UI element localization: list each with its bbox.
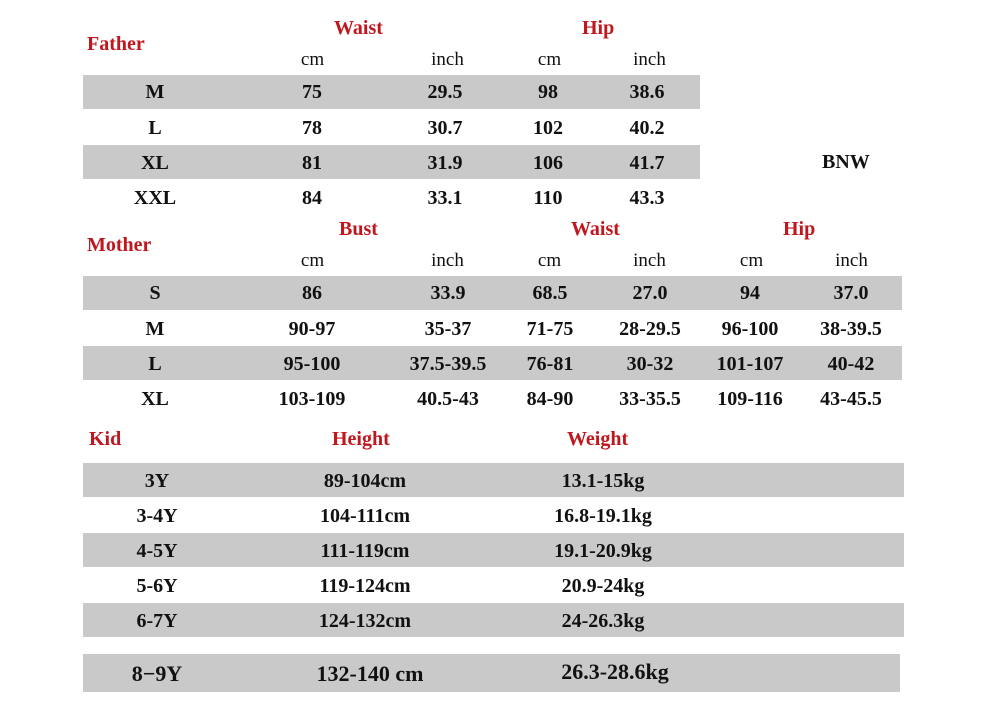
father-waist-cm: 78: [302, 117, 322, 139]
father-waist-inch: 31.9: [427, 152, 463, 174]
father-waist-inch: 30.7: [427, 117, 463, 139]
kid-weight: 20.9-24kg: [561, 575, 645, 597]
father-waist-cm: 84: [302, 187, 322, 209]
father-hip-inch: 40.2: [629, 117, 665, 139]
kid-height: 124-132cm: [318, 610, 412, 632]
father-hip-inch: 38.6: [629, 81, 665, 103]
kid-row-band: [83, 533, 904, 567]
mother-bust-inch: 40.5-43: [417, 388, 479, 410]
mother-waist-inch: 33-35.5: [619, 388, 681, 410]
mother-bust-inch: 35-37: [424, 318, 472, 340]
mother-size: XL: [141, 388, 169, 410]
mother-hip-cm: 101-107: [716, 353, 784, 375]
father-hip-inch: 43.3: [629, 187, 665, 209]
father-hip-header: Hip: [582, 17, 615, 39]
kid-row-band: [83, 654, 900, 692]
mother-hip-cm: 109-116: [717, 388, 783, 410]
brand-note: BNW: [822, 151, 870, 173]
mother-bust-cm: 90-97: [288, 318, 336, 340]
father-size: L: [148, 117, 162, 139]
father-row-band: [83, 145, 700, 179]
mother-bust-cm: 95-100: [283, 353, 341, 375]
kid-weight: 26.3-28.6kg: [561, 659, 669, 684]
mother-hip-header: Hip: [783, 218, 816, 240]
father-waist-inch: 29.5: [427, 81, 463, 103]
mother-waist-cm: 76-81: [526, 353, 574, 375]
father-unit-cm: cm: [537, 49, 562, 70]
kid-size: 4-5Y: [136, 540, 178, 562]
father-waist-cm: 81: [302, 152, 322, 174]
mother-bust-inch: 37.5-39.5: [409, 353, 487, 375]
mother-waist-cm: 68.5: [532, 282, 568, 304]
mother-bust-cm: 103-109: [278, 388, 346, 410]
mother-hip-cm: 94: [740, 282, 760, 304]
mother-hip-inch: 37.0: [833, 282, 869, 304]
mother-label: Mother: [87, 234, 152, 256]
father-hip-cm: 106: [533, 152, 563, 174]
kid-weight: 13.1-15kg: [561, 470, 645, 492]
father-hip-cm: 110: [533, 187, 563, 209]
mother-size: L: [148, 353, 162, 375]
mother-waist-inch: 28-29.5: [619, 318, 681, 340]
kid-weight: 16.8-19.1kg: [554, 505, 652, 527]
mother-hip-inch: 40-42: [827, 353, 875, 375]
kid-height: 111-119cm: [320, 540, 410, 562]
father-unit-inch: inch: [431, 49, 464, 70]
kid-height-header: Height: [332, 428, 390, 450]
father-waist-cm: 75: [302, 81, 322, 103]
mother-waist-cm: 71-75: [526, 318, 574, 340]
kid-size: 8−9Y: [131, 661, 183, 686]
kid-height: 119-124cm: [319, 575, 411, 597]
mother-waist-inch: 30-32: [626, 353, 674, 375]
father-size: XXL: [133, 187, 177, 209]
kid-size: 3-4Y: [136, 505, 178, 527]
father-waist-header: Waist: [334, 17, 383, 39]
kid-size: 5-6Y: [136, 575, 178, 597]
father-row-band: [83, 75, 700, 109]
father-hip-cm: 102: [533, 117, 563, 139]
father-unit-cm: cm: [300, 49, 325, 70]
mother-waist-cm: 84-90: [526, 388, 574, 410]
mother-row-band: [83, 276, 902, 310]
kid-row-band: [83, 463, 904, 497]
father-size: M: [145, 81, 165, 103]
mother-size: S: [149, 282, 161, 304]
mother-unit-inch: inch: [633, 250, 666, 271]
mother-bust-cm: 86: [302, 282, 322, 304]
kid-size: 3Y: [144, 470, 170, 492]
kid-height: 104-111cm: [320, 505, 410, 527]
kid-weight: 19.1-20.9kg: [554, 540, 652, 562]
mother-size: M: [145, 318, 165, 340]
father-hip-cm: 98: [538, 81, 558, 103]
mother-unit-inch: inch: [431, 250, 464, 271]
kid-size: 6-7Y: [136, 610, 178, 632]
kid-weight-header: Weight: [567, 428, 629, 450]
mother-unit-cm: cm: [300, 250, 325, 271]
kid-label: Kid: [89, 428, 122, 450]
mother-unit-cm: cm: [537, 250, 562, 271]
kid-weight: 24-26.3kg: [561, 610, 645, 632]
father-waist-inch: 33.1: [427, 187, 463, 209]
kid-height: 89-104cm: [323, 470, 407, 492]
kid-row-band: [83, 603, 904, 637]
mother-bust-header: Bust: [339, 218, 378, 240]
father-unit-inch: inch: [633, 49, 666, 70]
father-hip-inch: 41.7: [629, 152, 665, 174]
kid-height: 132-140 cm: [316, 661, 424, 686]
mother-hip-inch: 43-45.5: [820, 388, 882, 410]
mother-unit-cm: cm: [739, 250, 764, 271]
mother-waist-header: Waist: [571, 218, 620, 240]
mother-hip-inch: 38-39.5: [820, 318, 882, 340]
father-size: XL: [141, 152, 169, 174]
mother-unit-inch: inch: [835, 250, 868, 271]
mother-hip-cm: 96-100: [721, 318, 779, 340]
mother-bust-inch: 33.9: [430, 282, 466, 304]
father-label: Father: [87, 33, 145, 55]
mother-waist-inch: 27.0: [632, 282, 668, 304]
